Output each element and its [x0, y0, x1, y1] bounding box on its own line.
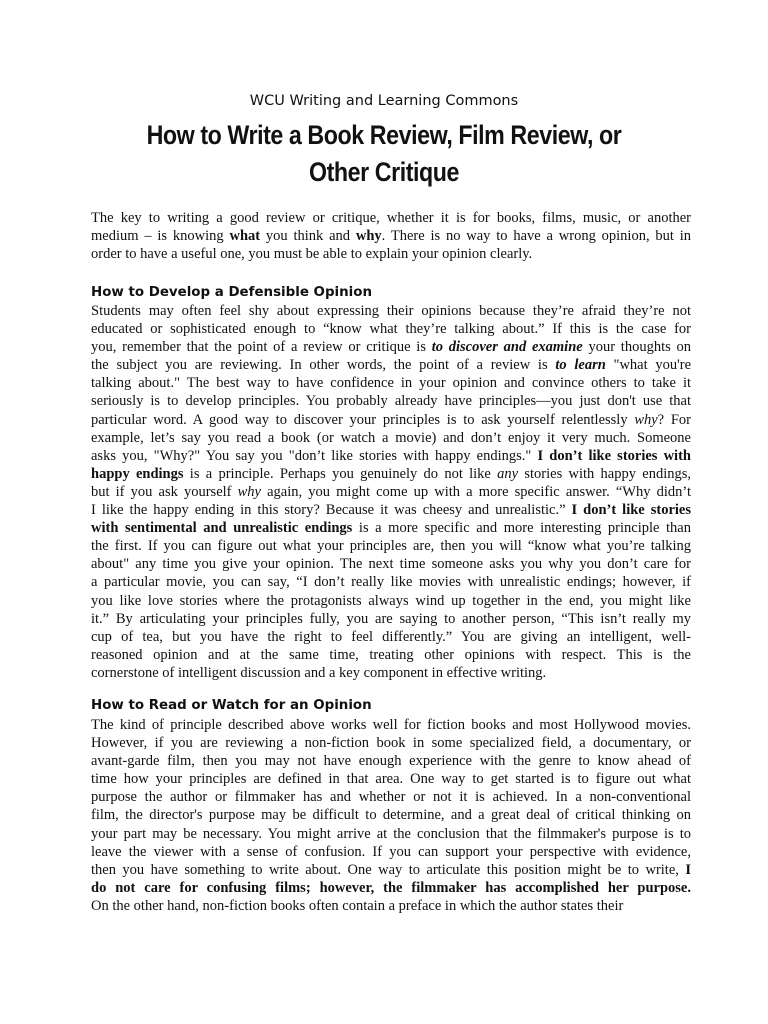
- title-line-1: How to Write a Book Review, Film Review, or: [146, 120, 622, 150]
- body-line: talking about." The best way to have confidence in your opinion and convince others to take it: [91, 375, 691, 392]
- section-heading-read-watch: How to Read or Watch for an Opinion: [91, 698, 372, 713]
- body-line: it.” By articulating your principles fully, you are saying to another person, “This isn’t really my: [91, 610, 691, 627]
- organization-name: WCU Writing and Learning Commons: [249, 93, 519, 109]
- section-read-watch-body: [91, 716, 691, 915]
- body-line: particular word. A good way to discover your principles is to ask yourself relentlessly why? For: [91, 411, 691, 428]
- body-line: a particular movie, you can say, “I don’t really like movies with unrealistic endings; however, if: [91, 574, 691, 591]
- title-line-2: Other Critique: [308, 157, 460, 187]
- body-line: reasoned opinion and at the same time, treating other opinions with respect. This is the: [91, 646, 691, 663]
- intro-line: The key to writing a good review or critique, whether it is for books, films, music, or another: [91, 210, 691, 226]
- body-line: with sentimental and unrealistic endings is a more specific and more interesting principle than: [91, 520, 691, 537]
- body-line: you, remember that the point of a review or critique is to discover and examine your thoughts on: [91, 339, 691, 356]
- body-line: avant-garde film, then you may not have enough experience with the genre to know ahead of: [91, 753, 691, 770]
- emphasis-text: why: [237, 483, 261, 500]
- body-line: then you have something to write about. One way to articulate this position might be to write, I: [91, 861, 691, 878]
- body-line: you like love stories where the protagonists always wind up together in the end, you might like: [91, 592, 691, 609]
- intro-line: order to have a useful one, you must be able to explain your opinion clearly.: [91, 246, 533, 263]
- emphasis-text: what: [229, 228, 261, 245]
- body-line: cornerstone of intelligent discussion and a key component in effective writing.: [91, 664, 547, 681]
- emphasis-text: why: [355, 228, 382, 245]
- emphasis-text: with sentimental and unrealistic endings: [91, 520, 353, 537]
- body-line: Students may often feel shy about expressing their opinions because they’re afraid they’re not: [91, 303, 691, 319]
- emphasis-text: do not care for confusing films; however, the filmmaker has accomplished her purpose.: [91, 879, 691, 896]
- body-line: film, the director's purpose may be difficult to determine, and a great deal of critical thinking on: [91, 807, 691, 824]
- body-line: about" any time you give your opinion. The next time someone asks you why you don’t care for: [91, 556, 691, 573]
- body-line: your part may be necessary. You might arrive at the conclusion that the filmmaker's purpose is to: [91, 825, 691, 842]
- section-develop-opinion-body: [91, 302, 691, 682]
- emphasis-text: any: [497, 465, 519, 482]
- body-line: but if you ask yourself why again, you might come up with a more specific answer. “Why didn’t: [91, 483, 691, 500]
- intro-line: medium – is knowing what you think and why. There is no way to have a wrong opinion, but in: [91, 228, 692, 245]
- body-line: educated or sophisticated enough to “know what they’re talking about.” If this is the case for: [91, 321, 691, 338]
- body-line: time how your principles are defined in that area. One way to get started is to figure out what: [91, 771, 691, 788]
- body-line: On the other hand, non-fiction books often contain a preface in which the author states their: [91, 897, 624, 914]
- body-line: I like the happy ending in this story? Because it was cheesy and unrealistic.” I don’t like stories: [91, 502, 691, 519]
- body-line: purpose the author or filmmaker has and whether or not it is achieved. In a non-conventional: [91, 789, 691, 806]
- body-line: the subject you are reviewing. In other words, the point of a review is to learn "what you're: [91, 357, 692, 374]
- body-line: example, let’s say you read a book (or watch a movie) and don’t enjoy it very much. Someone: [91, 429, 691, 446]
- emphasis-text: to learn: [555, 357, 606, 374]
- section-heading-develop-opinion: How to Develop a Defensible Opinion: [91, 285, 372, 300]
- emphasis-text: I don’t like stories with: [537, 447, 691, 464]
- document-title: [105, 117, 662, 191]
- body-line: cup of tea, but you have the right to feel differently.” You are giving an intelligent, well-: [91, 628, 691, 645]
- emphasis-text: to discover and examine: [431, 339, 583, 356]
- body-line: leave the viewer with a sense of confusion. If you can support your perspective with evidence,: [91, 843, 691, 860]
- emphasis-text: happy endings: [91, 465, 184, 482]
- emphasis-text: why: [634, 411, 658, 428]
- intro-paragraph: [91, 209, 691, 263]
- emphasis-text: I don’t like stories: [571, 502, 691, 519]
- body-line: However, if you are reviewing a non-fiction book in some specialized field, a documentary, or: [91, 735, 691, 752]
- body-line: seriously is to develop principles. You probably already have principles—you just don't use that: [91, 393, 691, 410]
- body-line: the first. If you can figure out what your principles are, then you will “know what you’re talking: [91, 538, 691, 555]
- emphasis-text: I: [685, 861, 691, 878]
- body-line: happy endings is a principle. Perhaps you genuinely do not like any stories with happy endings,: [91, 465, 691, 482]
- body-line: asks you, "Why?" You say you "don’t like stories with happy endings." I don’t like stories with: [91, 447, 691, 464]
- body-line: [91, 879, 691, 897]
- body-line: The kind of principle described above works well for fiction books and most Hollywood movies.: [91, 717, 691, 733]
